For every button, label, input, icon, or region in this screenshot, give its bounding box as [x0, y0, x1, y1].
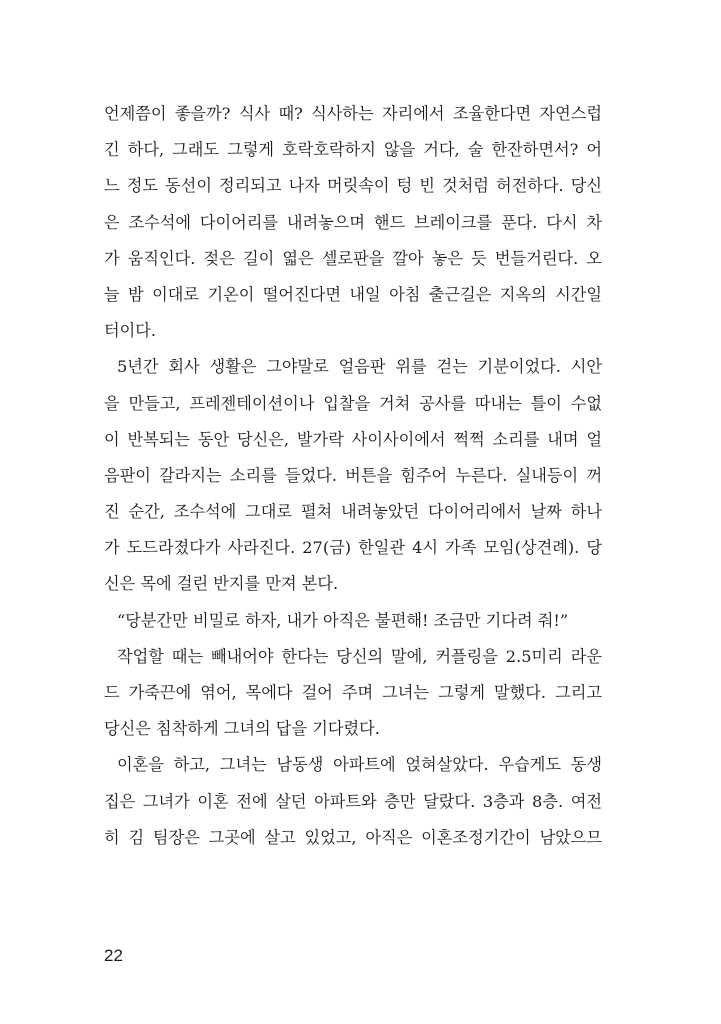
text-line: 가 도드라졌다가 사라진다. 27(금) 한일관 4시 가족 모임(상견례). 당 — [104, 538, 602, 558]
text-line: 은 조수석에 다이어리를 내려놓으며 핸드 브레이크를 푼다. 다시 차 — [104, 212, 602, 232]
text-line: 히 김 팀장은 그곳에 살고 있었고, 아직은 이혼조정기간이 남았으므 — [104, 827, 602, 847]
text-line: 드 가죽끈에 엮어, 목에다 걸어 주며 그녀는 그렇게 말했다. 그리고 — [104, 683, 602, 702]
text-line: 을 만들고, 프레젠테이션이나 입찰을 거쳐 공사를 따내는 틀이 수없 — [104, 393, 602, 413]
text-line: 작업할 때는 빼내어야 한다는 당신의 말에, 커플링을 2.5미리 라운 — [117, 646, 602, 666]
text-line: 터이다. — [104, 321, 157, 341]
text-line: 당신은 침착하게 그녀의 답을 기다렸다. — [104, 719, 380, 739]
text-line: 긴 하다, 그래도 그렇게 호락호락하지 않을 거다, 술 한잔하면서? 어 — [104, 140, 602, 160]
text-line: 음판이 갈라지는 소리를 들었다. 버튼을 힘주어 누른다. 실내등이 꺼 — [104, 465, 602, 485]
text-line: 언제쯤이 좋을까? 식사 때? 식사하는 자리에서 조율한다면 자연스럽 — [104, 104, 602, 123]
paragraph — [104, 603, 602, 639]
text-line: 가 움직인다. 젖은 길이 엷은 셀로판을 깔아 놓은 듯 번들거린다. 오 — [104, 248, 602, 268]
page-number: 22 — [104, 946, 123, 965]
paragraph — [104, 349, 602, 602]
paragraph — [104, 747, 602, 856]
text-line: 느 정도 동선이 정리되고 나자 머릿속이 텅 빈 것처럼 허전하다. 당신 — [104, 176, 602, 196]
text-line: 5년간 회사 생활은 그야말로 얼음판 위를 걷는 기분이었다. 시안 — [117, 357, 602, 377]
text-line: 늘 밤 이대로 기온이 떨어진다면 내일 아침 출근길은 지옥의 시간일 — [104, 284, 602, 304]
text-line: 이 반복되는 동안 당신은, 발가락 사이사이에서 쩍쩍 소리를 내며 얼 — [104, 429, 602, 449]
paragraph — [104, 96, 602, 349]
text-line: 진 순간, 조수석에 그대로 펼쳐 내려놓았던 다이어리에서 날짜 하나 — [104, 502, 602, 522]
text-line: 집은 그녀가 이혼 전에 살던 아파트와 층만 달랐다. 3층과 8층. 여전 — [104, 791, 602, 811]
text-line: 신은 목에 걸린 반지를 만져 본다. — [104, 574, 339, 594]
paragraph — [104, 639, 602, 748]
body-text — [104, 96, 602, 856]
text-line: “당분간만 비밀로 하자, 내가 아직은 불편해! 조금만 기다려 줘!” — [117, 610, 569, 630]
text-line: 이혼을 하고, 그녀는 남동생 아파트에 얹혀살았다. 우습게도 동생 — [117, 755, 602, 775]
